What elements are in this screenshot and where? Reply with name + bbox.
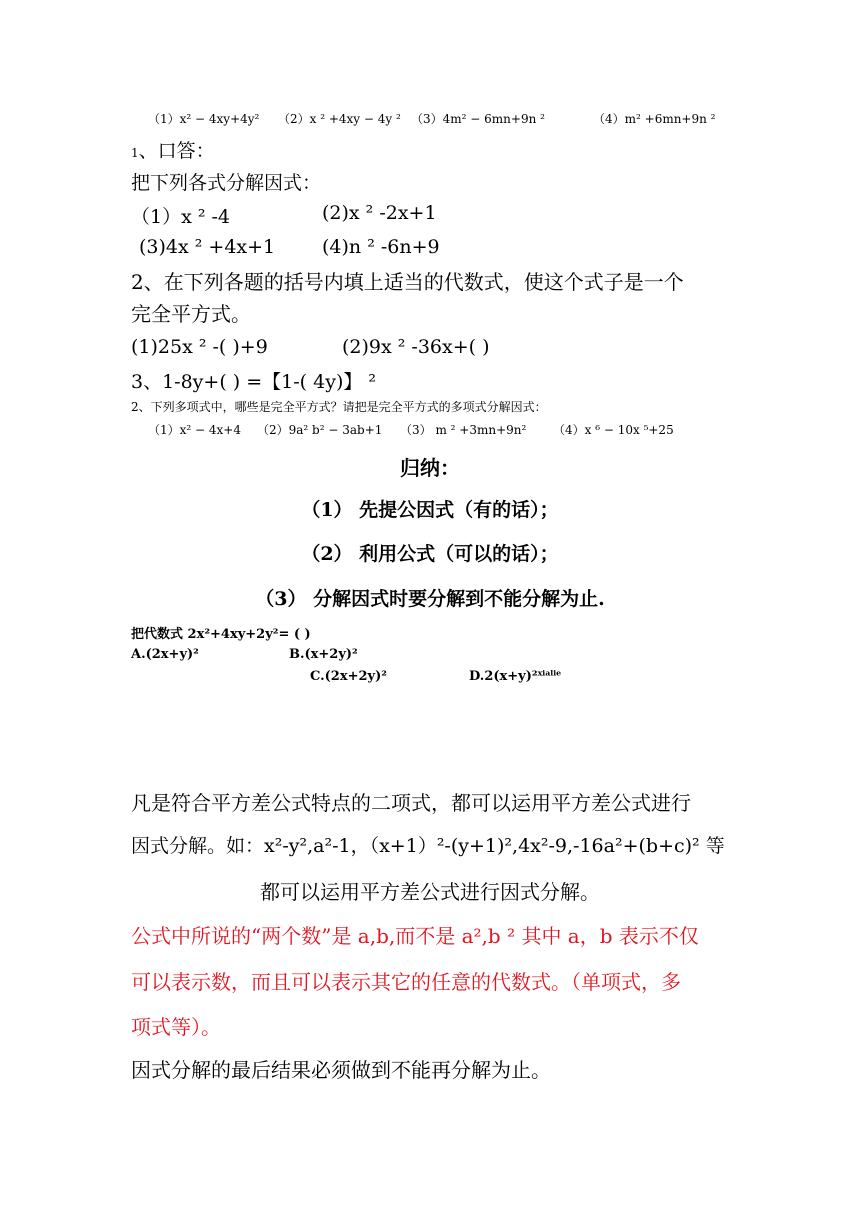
review-item-1: （1）x² − 4xy+4y² bbox=[148, 112, 260, 126]
q3-line: 3、1-8y+( ) =【1-( 4y)】 ² bbox=[131, 371, 377, 393]
summary-point-1: （1） 先提公因式（有的话）； bbox=[301, 499, 559, 521]
diffsq-line-1: 凡是符合平方差公式特点的二项式，都可以运用平方差公式进行 bbox=[131, 791, 691, 815]
q2-item-b: (2)9x ² -36x+( ) bbox=[342, 336, 490, 358]
review-item-4: （4）m² +6mn+9n ² bbox=[593, 112, 716, 126]
summary-heading: 归纳： bbox=[400, 456, 460, 480]
mcq-option-a: A.(2x+y)² bbox=[131, 647, 199, 662]
oral-heading-number: 1 bbox=[131, 146, 139, 160]
oral-q1: （1）x ² -4 bbox=[131, 206, 231, 228]
mcq-option-d-text: D.2(x+y)² bbox=[469, 669, 538, 684]
diffsq-line-2: 因式分解。如：x²-y²,a²-1，（x+1）²-(y+1)²,4x²-9,-16a²+(b+c)² 等 bbox=[131, 835, 725, 857]
oral-heading-title: 、口答： bbox=[138, 140, 215, 162]
mcq-option-b: B.(x+2y)² bbox=[289, 647, 358, 662]
note-line-1: 公式中所说的“两个数”是 a,b,而不是 a²,b ² 其中 a，b 表示不仅 bbox=[131, 924, 699, 948]
oral-q2: (2)x ² -2x+1 bbox=[322, 202, 437, 224]
note-line-3: 项式等）。 bbox=[131, 1015, 221, 1039]
summary-point-2: （2） 利用公式（可以的话）； bbox=[301, 543, 559, 565]
small2-item-1: （1）x² − 4x+4 bbox=[148, 423, 241, 437]
mcq-stem: 把代数式 2x²+4xy+2y²= ( ) bbox=[131, 627, 311, 642]
oral-q3: (3)4x ² +4x+1 bbox=[139, 236, 276, 258]
summary-point-3: （3） 分解因式时要分解到不能分解为止. bbox=[255, 588, 605, 610]
mcq-option-d-note: xialie bbox=[537, 668, 562, 678]
q2-line-1: 2、在下列各题的括号内填上适当的代数式，使这个式子是一个 bbox=[131, 270, 684, 294]
mcq-option-d bbox=[469, 669, 561, 684]
diffsq-line-3: 都可以运用平方差公式进行因式分解。 bbox=[260, 880, 600, 904]
review-item-2: （2）x ² +4xy − 4y ² bbox=[278, 112, 401, 126]
small2-item-3: （3） m ² +3mn+9n² bbox=[400, 423, 527, 437]
review-item-3: （3）4m² − 6mn+9n ² bbox=[411, 112, 545, 126]
small2-item-2: （2）9a² b² − 3ab+1 bbox=[257, 423, 383, 437]
oral-instruction: 把下列各式分解因式： bbox=[131, 172, 322, 194]
q2-item-a: (1)25x ² -( )+9 bbox=[131, 336, 268, 358]
final-line: 因式分解的最后结果必须做到不能再分解为止。 bbox=[131, 1058, 551, 1082]
mcq-option-c: C.(2x+2y)² bbox=[310, 669, 387, 684]
q2-line-2: 完全平方式。 bbox=[131, 302, 251, 326]
small2-item-4: （4）x ⁶ − 10x ⁵+25 bbox=[553, 423, 674, 437]
oral-q4: (4)n ² -6n+9 bbox=[322, 236, 440, 258]
note-line-2: 可以表示数，而且可以表示其它的任意的代数式。（单项式，多 bbox=[131, 970, 681, 994]
oral-heading bbox=[131, 136, 215, 163]
small2-title: 2、下列多项式中，哪些是完全平方式？请把是完全平方式的多项式分解因式： bbox=[131, 400, 547, 414]
